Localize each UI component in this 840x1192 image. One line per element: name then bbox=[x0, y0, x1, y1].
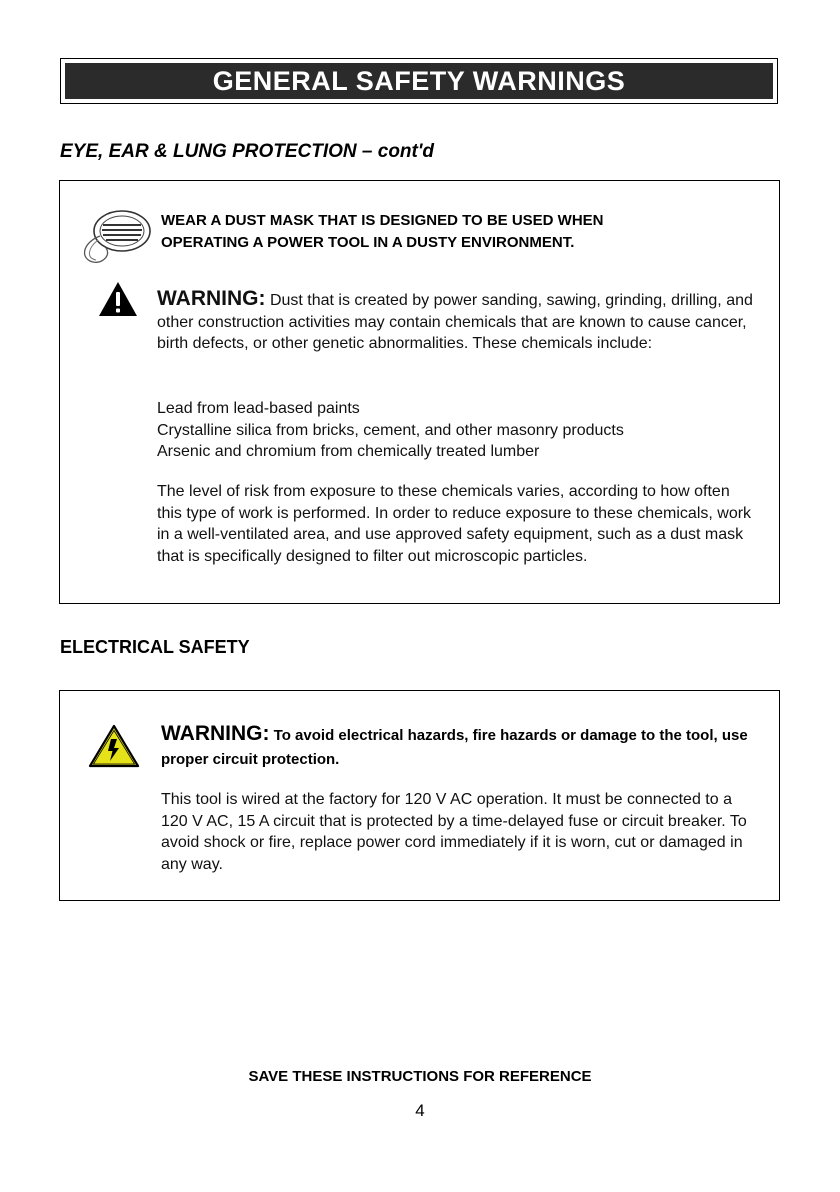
electrical-warning-text: To avoid electrical hazards, fire hazards or damage to the tool, use proper circuit protection. bbox=[161, 727, 748, 768]
list-item: Lead from lead-based paints bbox=[157, 400, 360, 417]
section-heading-eye-ear-lung: EYE, EAR & LUNG PROTECTION – cont'd bbox=[60, 141, 434, 162]
section-heading-electrical: ELECTRICAL SAFETY bbox=[60, 637, 250, 657]
page-number: 4 bbox=[415, 1101, 425, 1120]
list-item: Arsenic and chromium from chemically treated lumber bbox=[157, 443, 540, 460]
page-title: GENERAL SAFETY WARNINGS bbox=[65, 63, 773, 99]
dust-warning-text: Dust that is created by power sanding, sawing, grinding, drilling, and other construction activities may contain chemicals that are known to cause cancer, birth defects, or other genetic abnormalities. These chemicals include: bbox=[157, 292, 753, 352]
risk-paragraph: The level of risk from exposure to these chemicals varies, according to how often this type of work is performed. In order to reduce exposure to these chemicals, work in a well-ventilated area, and use approved safety equipment, such as a dust mask that is specifically designed to filter out microscopic particles. bbox=[157, 483, 752, 565]
warning-triangle-icon bbox=[98, 281, 138, 317]
dust-warning-paragraph bbox=[157, 288, 759, 355]
dust-mask-icon bbox=[78, 206, 154, 268]
electrical-warning-statement bbox=[161, 722, 761, 772]
warning-label: WARNING: bbox=[157, 287, 266, 310]
electrical-body-paragraph: This tool is wired at the factory for 120 V AC operation. It must be connected to a 120 V AC, 15 A circuit that is protected by a time-delayed fuse or circuit breaker. To avoid shock or fire, replace power cord immediately if it is worn, cut or damaged in any way. bbox=[161, 791, 747, 873]
dust-mask-instruction-line-2: OPERATING A POWER TOOL IN A DUSTY ENVIRONMENT. bbox=[161, 234, 575, 251]
save-instructions-note: SAVE THESE INSTRUCTIONS FOR REFERENCE bbox=[248, 1068, 592, 1085]
dust-mask-instruction-line-1: WEAR A DUST MASK THAT IS DESIGNED TO BE USED WHEN bbox=[161, 212, 604, 229]
list-item: Crystalline silica from bricks, cement, and other masonry products bbox=[157, 421, 624, 439]
electrical-hazard-icon bbox=[88, 724, 140, 768]
warning-label: WARNING: bbox=[161, 722, 270, 745]
chemical-list bbox=[157, 398, 757, 463]
title-banner bbox=[60, 58, 778, 104]
dust-mask-instruction bbox=[161, 210, 604, 254]
